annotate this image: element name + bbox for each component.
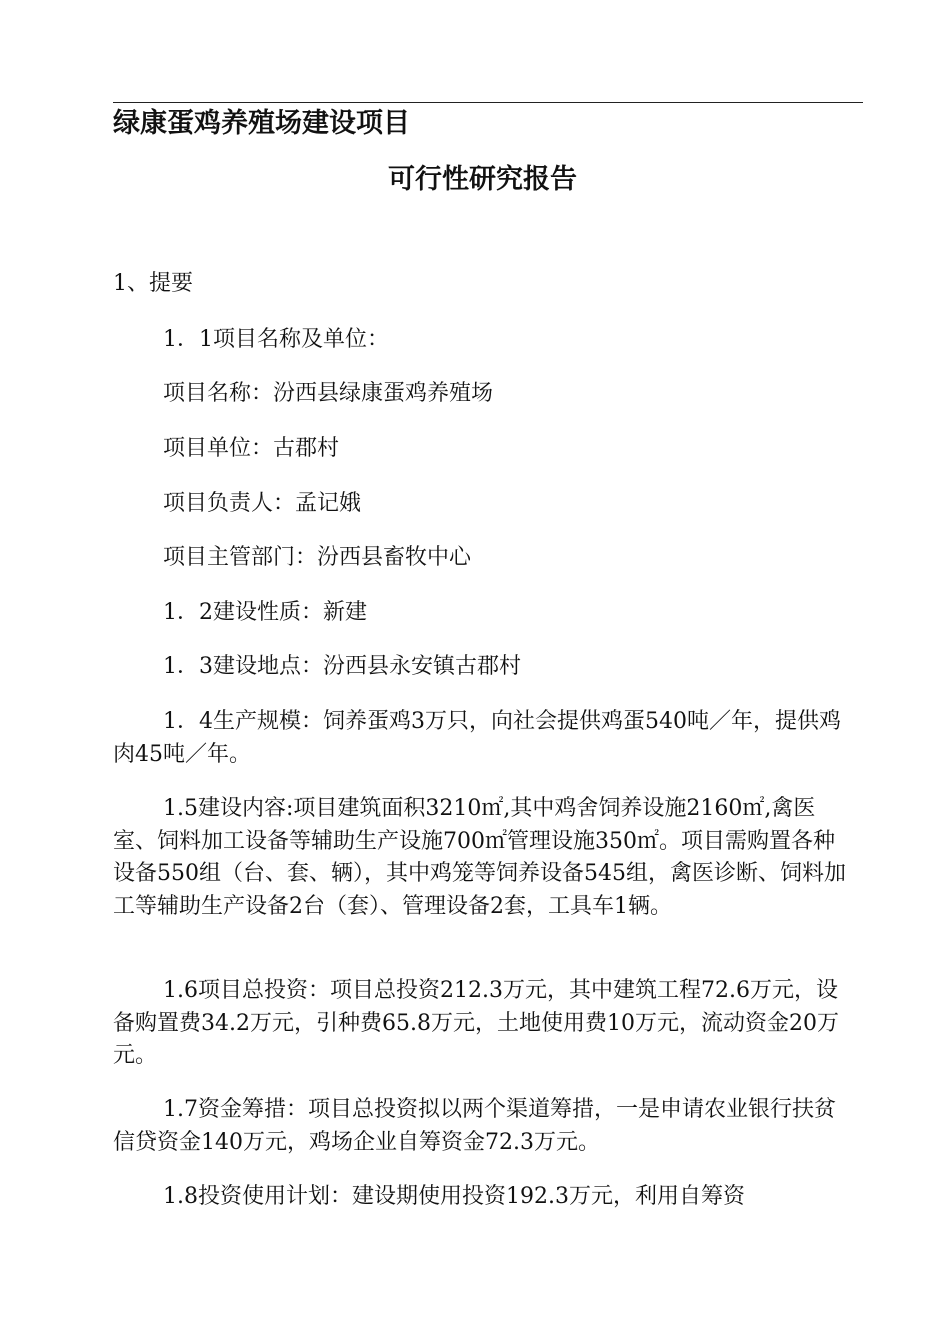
project-unit-line: 项目单位：古郡村 <box>163 436 340 461</box>
section-1-8-paragraph: 1.8投资使用计划：建设期使用投资192.3万元，利用自筹资 <box>163 1184 745 1209</box>
document-subtitle: 可行性研究报告 <box>388 164 577 195</box>
section-1-2-line: 1．2建设性质：新建 <box>163 600 367 625</box>
project-leader-line: 项目负责人：孟记娥 <box>163 491 362 516</box>
project-name-line: 项目名称：汾西县绿康蛋鸡养殖场 <box>163 381 494 406</box>
project-dept-line: 项目主管部门：汾西县畜牧中心 <box>163 545 472 570</box>
section-1-4-paragraph: 1．4生产规模：饲养蛋鸡3万只，向社会提供鸡蛋540吨／年，提供鸡肉45吨／年。 <box>113 709 841 767</box>
document-title: 绿康蛋鸡养殖场建设项目 <box>113 108 410 139</box>
section-1-6-paragraph: 1.6项目总投资：项目总投资212.3万元，其中建筑工程72.6万元，设备购置费34.2万元，引种费65.8万元，土地使用费10万元，流动资金20万元。 <box>113 978 839 1068</box>
section-1-7-paragraph: 1.7资金筹措：项目总投资拟以两个渠道筹措，一是申请农业银行扶贫信贷资金140万元，鸡场企业自筹资金72.3万元。 <box>113 1097 836 1155</box>
section-heading: 1、提要 <box>113 271 193 296</box>
section-1-1-heading: 1．1项目名称及单位： <box>163 327 389 352</box>
section-1-3-line: 1．3建设地点：汾西县永安镇古郡村 <box>163 654 521 679</box>
section-1-5-paragraph: 1.5建设内容:项目建筑面积3210㎡,其中鸡舍饲养设施2160㎡,禽医室、饲料加工设备等辅助生产设施700㎡管理设施350㎡。项目需购置各种设备550组（台、套、辆），其中鸡笼等饲养设备545组，禽医诊断、饲料加工等辅助生产设备2台（套）、管理设备2套，工具车1辆。 <box>113 796 846 919</box>
top-rule <box>113 102 863 103</box>
